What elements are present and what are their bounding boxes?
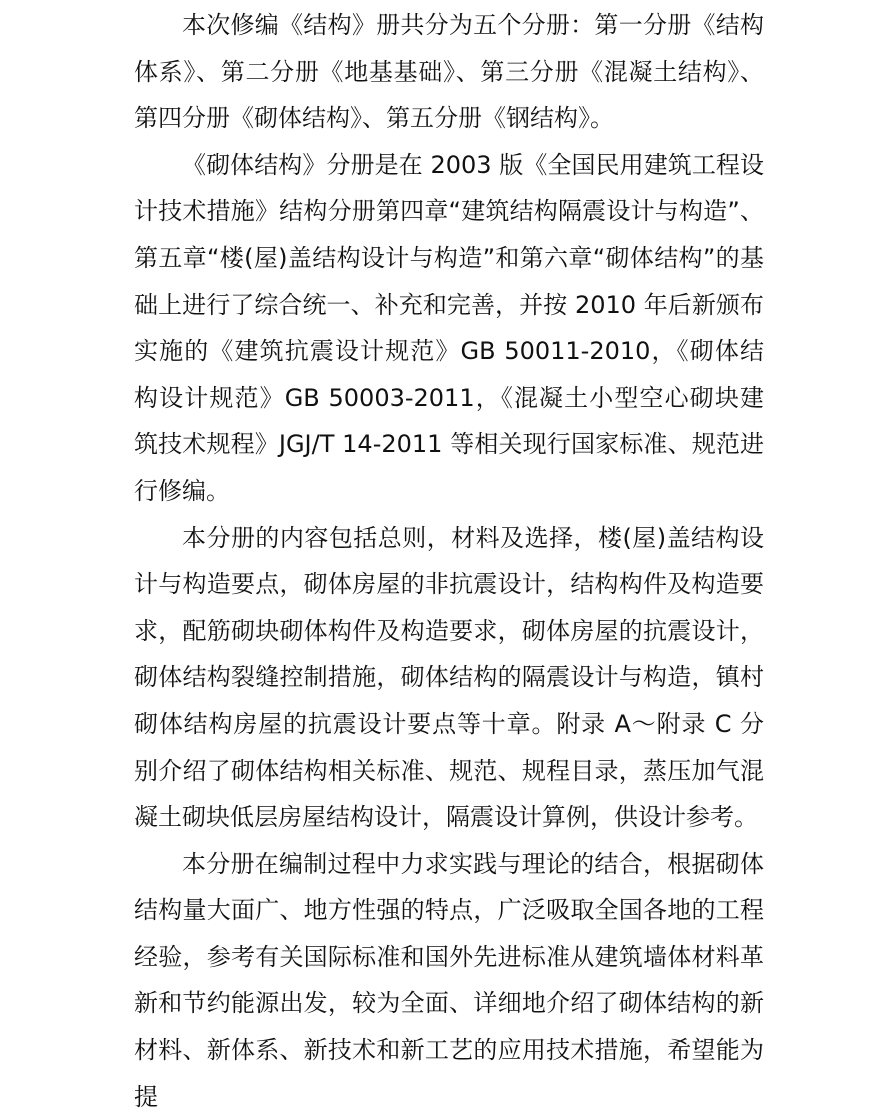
paragraph-contents: 本分册的内容包括总则，材料及选择，楼(屋)盖结构设计与构造要点，砌体房屋的非抗震设计，结构构件及构造要求，配筋砌块砌体构件及构造要求，砌体房屋的抗震设计，砌体结构裂缝控制措施，砌体结构的隔震设计与构造，镇村砌体结构房屋的抗震设计要点等十章。附录 A～附录 C 分别介绍了砌体结构相关标准、规范、规程目录，蒸压加气混凝土砌块低层房屋结构设计，隔震设计算例，供设计参考。	[134, 523, 764, 832]
body-text	[134, 0, 764, 1120]
paragraph-masonry-background: 《砌体结构》分册是在 2003 版《全国民用建筑工程设计技术措施》结构分册第四章“建筑结构隔震设计与构造”、第五章“楼(屋)盖结构设计与构造”和第六章“砌体结构”的基础上进行了综合统一、补充和完善，并按 2010 年后新颁布实施的《建筑抗震设计规范》GB 50011-2010，《砌体结构设计规范》GB 50003-2011，《混凝土小型空心砌块建筑技术规程》JGJ/T 14-2011 等相关现行国家标准、规范进行修编。	[134, 150, 764, 505]
paragraph-compilation-approach: 本分册在编制过程中力求实践与理论的结合，根据砌体结构量大面广、地方性强的特点，广泛吸取全国各地的工程经验，参考有关国际标准和国外先进标准从建筑墙体材料革新和节约能源出发，较为全面、详细地介绍了砌体结构的新材料、新体系、新技术和新工艺的应用技术措施，希望能为提	[134, 849, 764, 1111]
paragraph-volume-structure: 本次修编《结构》册共分为五个分册：第一分册《结构体系》、第二分册《地基基础》、第三分册《混凝土结构》、第四分册《砌体结构》、第五分册《钢结构》。	[134, 11, 764, 133]
